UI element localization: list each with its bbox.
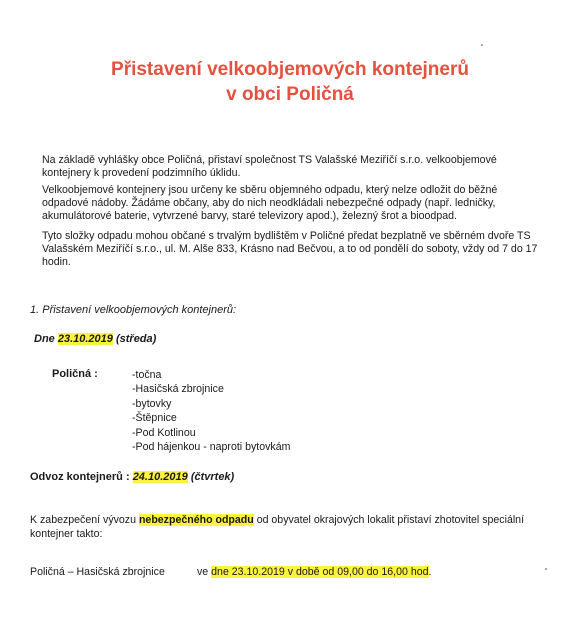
pickup-day: (čtvrtek) [190,471,235,483]
locations-label: Poličná : [52,368,98,380]
list-item: -Pod Kotlinou [132,426,196,439]
hazard-note-after: od obyvatel okrajových lokalit přistaví zhotovitel speciální kontejner takto: [30,514,525,540]
intro-paragraph-2: Velkoobjemové kontejnery jsou určeny ke sběru objemného odpadu, který nelze odložit do běžné odpadové nádoby. Žádáme občany, aby do nich neodkládali nebezpečné odpady (např. ledničky, akumulátorové baterie, vytvrzené barvy, staré televizory apod.), železný šrot a bioodpad. [42,184,498,223]
intro-paragraph-1: Na základě vyhlášky obce Poličná, přistaví společnost TS Valašské Meziříčí s.r.o. velkoobjemové kontejnery k provedení podzimního úklidu. [42,154,497,180]
placement-date-line [34,333,156,345]
list-item: -točna [132,369,162,381]
locations-list [132,368,290,454]
scan-speck [481,44,483,46]
hazard-highlight: nebezpečného odpadu [138,514,254,526]
hazard-location: Poličná – Hasičská zbrojnice [30,566,165,578]
hazard-note [30,513,550,541]
list-item: -bytovky [132,397,172,410]
document-title-line-2: v obci Poličná [226,84,354,105]
date-prefix: Dne [34,333,55,345]
document-title-line-1: Přistavení velkoobjemových kontejnerů [111,59,469,80]
hazard-time-end: . [428,566,432,578]
hazard-time-line [197,566,431,578]
date-day: (středa) [115,333,157,345]
scan-speck [545,568,547,570]
pickup-line [30,471,234,483]
intro-paragraph-3: Tyto složky odpadu mohou občané s trvalým bydlištěm v Poličné předat bezplatně ve sběrném dvoře TS Valašském Meziříčí s.r.o., ul. M. Alše 833, Krásno nad Bečvou, a to od pondělí do soboty, vždy od 7 do 17 hodin. [42,230,538,269]
hazard-note-before: K zabezpečení vývozu [30,514,136,526]
pickup-label: Odvoz kontejnerů : [30,471,130,483]
hazard-time-prefix: ve [197,566,209,578]
hazard-time: dne 23.10.2019 v době od 09,00 do 16,00 hod [211,566,429,578]
list-item: -Štěpnice [132,412,177,425]
placement-date: 23.10.2019 [57,333,113,345]
list-item: -Hasičská zbrojnice [132,383,224,396]
list-item: -Pod hájenkou - naproti bytovkám [132,441,291,454]
pickup-date: 24.10.2019 [132,471,188,483]
section-heading: 1. Přistavení velkoobjemových kontejnerů: [30,304,237,316]
